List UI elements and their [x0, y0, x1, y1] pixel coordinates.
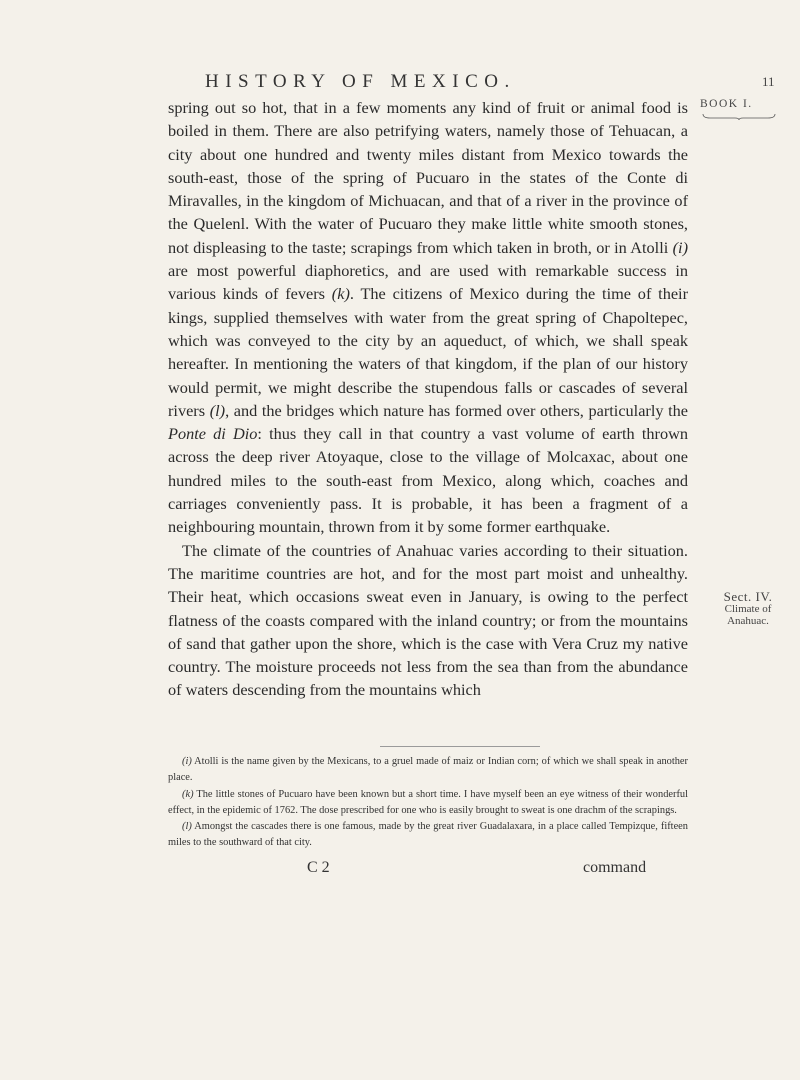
footnote-mark: (k) — [182, 788, 194, 800]
section-label: Sect. IV. — [723, 589, 773, 604]
catchword: command — [583, 859, 647, 876]
signature-mark: C 2 — [307, 859, 330, 876]
footnote-text: The little stones of Pucuaro have been known but a short time. I have myself been an eye witness of their wonderful effect, in the epidemic of 1762. The dose prescribed for one who is easily brought to sweat is one drachm of the scrapings. — [168, 788, 688, 816]
footnote-ref-k: (k) — [331, 284, 350, 304]
paragraph-1 — [168, 96, 688, 539]
section-topic: Climate of Anahuac. — [724, 603, 772, 627]
text-run: spring out so hot, that in a few moments any kind of fruit or animal food is boiled in them. There are also petrifying waters, namely those of Tehuacan, a city about one hundred and twenty miles distant from Mexico towards the south-east, those of the spring of Pucuaro in the states of the Conte di Miravalles, in the kingdom of Michuacan, and that of a river in the province of the Quelenl. With the water of Pucuaro they make little white smooth stones, not displeasing to the taste; scrapings from which taken in broth, or in Atolli — [168, 98, 688, 257]
text-run: are most powerful diaphoretics, and are used with remarkable success in various kinds of fevers — [168, 261, 688, 304]
brace-icon — [702, 114, 776, 120]
text-run: . The citizens of Mexico during the time of their kings, supplied themselves with water from the great spring of Chapoltepec, which was conveyed to the city by an aqueduct, of which, we shall speak hereafter. In mentioning the waters of that kingdom, if the plan of our history would permit, we might describe the stupendous falls or cascades of several rivers — [168, 284, 689, 420]
footnote-mark: (i) — [182, 756, 192, 767]
running-title: HISTORY OF MEXICO. — [205, 71, 516, 92]
footnote-ref-i: (i) — [672, 237, 688, 257]
footnote-text: Amongst the cascades there is one famous, made by the great river Guadalaxara, in a place called Tempizque, fifteen miles to the southward of that city. — [168, 821, 688, 849]
footnote-i — [168, 754, 688, 787]
text-run: , and the bridges which nature has formed over others, particularly the — [225, 400, 689, 420]
page-number: 11 — [762, 74, 775, 89]
footnote-mark: (l) — [182, 821, 192, 833]
italic-term: Ponte di Dio — [168, 424, 258, 444]
body-text — [168, 96, 688, 702]
margin-note-section — [706, 591, 790, 627]
footnotes — [168, 754, 688, 852]
footnote-k — [168, 787, 688, 820]
margin-note-book: BOOK I. — [700, 98, 753, 110]
paragraph-2: The climate of the countries of Anahuac varies according to their situation. The maritime countries are hot, and for the most part moist and unhealthy. Their heat, which occasions sweat even in January, is owing to the perfect flatness of the coasts compared with the inland country; or from the mountains of sand that gather upon the shore, which is the case with Vera Cruz my native country. The moisture proceeds not less from the sea than from the abundance of waters descending from the mountains which — [168, 540, 688, 700]
text-run: : thus they call in that country a vast volume of earth thrown across the deep river Atoyaque, close to the village of Molcaxac, about one hundred miles to the south-east from Mexico, along which, coaches and carriages conveniently pass. It is probable, it has been a fragment of a neighbouring mountain, thrown from it by some former earthquake. — [168, 424, 688, 537]
footnote-divider — [380, 746, 540, 747]
footnote-l — [168, 819, 688, 852]
footnote-text: Atolli is the name given by the Mexicans, to a gruel made of maiz or Indian corn; of which we shall speak in another place. — [168, 756, 688, 784]
footnote-ref-l: (l) — [209, 400, 226, 420]
